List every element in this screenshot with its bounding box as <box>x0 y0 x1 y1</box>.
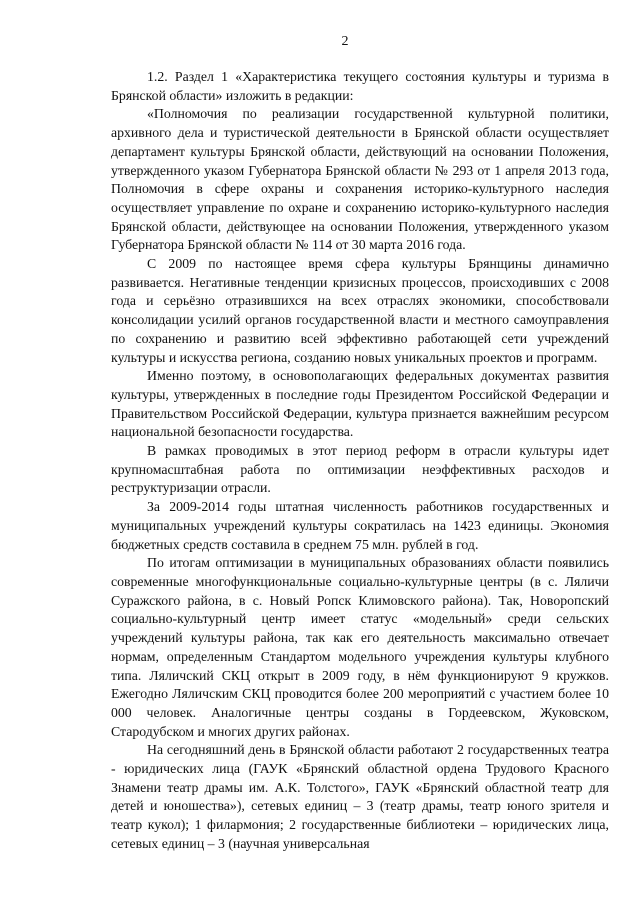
paragraph-staffing: За 2009-2014 годы штатная численность работников государственных и муниципальных учреждений культуры сократилась на 1423 единицы. Экономия бюджетных средств составила в среднем 75 млн. рублей в год. <box>111 499 609 552</box>
page-number: 2 <box>341 34 349 49</box>
paragraph-development: С 2009 по настоящее время сфера культуры Брянщины динамично развивается. Негативные тенденции кризисных процессов, происходивших с 2008 года и серьёзно отразившихся на всех отраслях экономики, способствовали консолидации усилий органов государственной власти и местного самоуправления по сохранению и развитию всей эффективно работающей сети учреждений культуры и искусства региона, созданию новых уникальных проектов и программ. <box>111 256 609 365</box>
paragraph-section-title: 1.2. Раздел 1 «Характеристика текущего состояния культуры и туризма в Брянской области» изложить в редакции: <box>111 69 609 103</box>
paragraph-optimization: По итогам оптимизации в муниципальных образованиях области появились современные многофункциональные социально-культурные центры (в с. Ляличи Суражского района, в с. Новый Ропск Климовского района). Так, Новоропский социально-культурный центр имеет статус «модельный» среди сельских учреждений культуры района, так как его деятельность максимально отвечает нормам, определенным Стандартом модельного учреждения культуры клубного типа. Ляличский СКЦ открыт в 2009 году, в нём функционируют 9 кружков. Ежегодно Ляличским СКЦ проводится более 200 мероприятий с участием более 10 000 человек. Аналогичные центры созданы в Гордеевском, Жуковском, Стародубском и многих других районах. <box>111 555 609 739</box>
paragraph-authority: «Полномочия по реализации государственной культурной политики, архивного дела и туристической деятельности в Брянской области осуществляет департамент культуры Брянской области, действующий на основании Положения, утвержденного указом Губернатора Брянской области № 293 от 1 апреля 2013 года, Полномочия в сфере охраны и сохранения историко-культурного наследия осуществляет управление по охране и сохранению историко-культурного наследия Брянской области, действующее на основании Положения, утвержденного указом Губернатора Брянской области № 114 от 30 марта 2016 года. <box>111 106 609 253</box>
paragraph-federal-documents: Именно поэтому, в основополагающих федеральных документах развития культуры, утвержденных в последние годы Президентом Российской Федерации и Правительством Российской Федерации, культура признается важнейшим ресурсом национальной безопасности государства. <box>111 368 609 440</box>
paragraph-theatres: На сегодняшний день в Брянской области работают 2 государственных театра - юридических лица (ГАУК «Брянский областной ордена Трудового Красного Знамени театр драмы им. А.К. Толстого», ГАУК «Брянский областной театр для детей и юношества»), сетевых единиц – 3 (театр драмы, театр юного зрителя и театр кукол); 1 филармония; 2 государственные библиотеки – юридических лица, сетевых единиц – 3 (научная универсальная <box>111 742 609 851</box>
paragraph-reforms: В рамках проводимых в этот период реформ в отрасли культуры идет крупномасштабная работа по оптимизации неэффективных расходов и реструктуризации отрасли. <box>111 443 609 496</box>
